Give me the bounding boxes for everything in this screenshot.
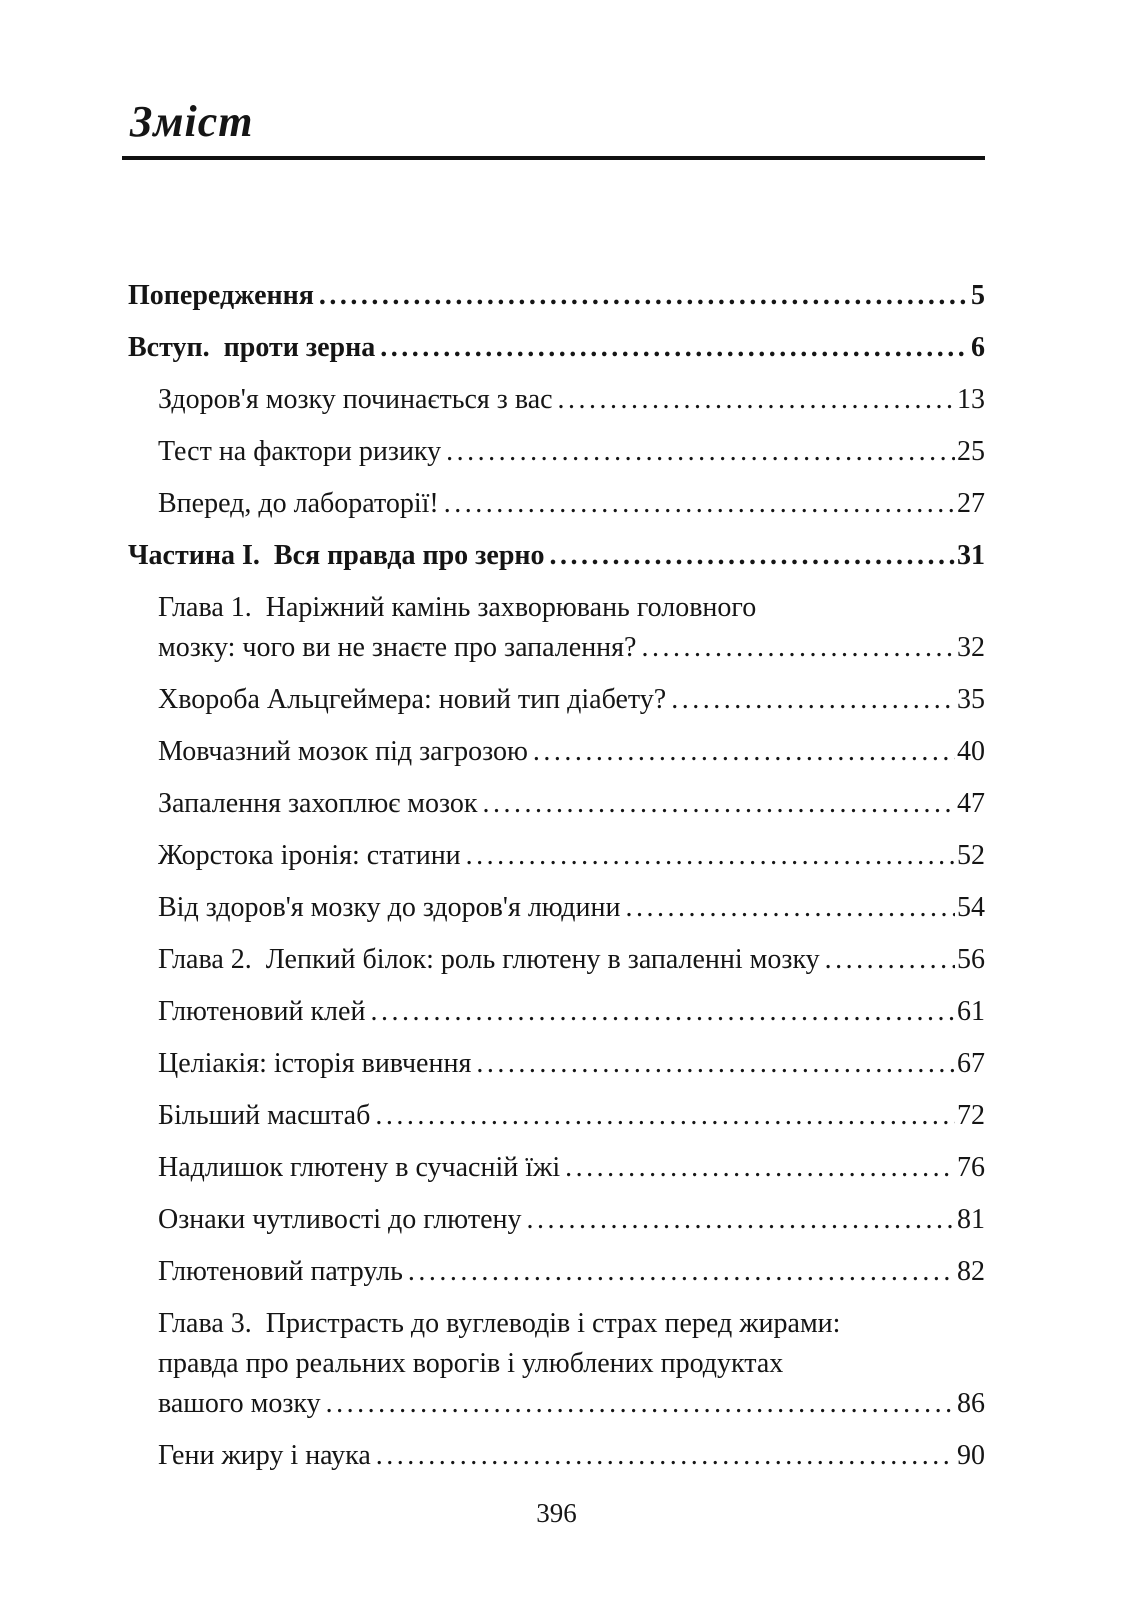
toc-entry [128,536,985,576]
toc-leader-dots [370,992,955,1032]
toc-entry [128,784,985,824]
toc-entry-last-line [158,484,985,524]
toc-entry-last-line [128,328,985,368]
toc-leader-dots [466,836,955,876]
toc-page-number: 72 [957,1100,985,1132]
toc-page-number: 86 [957,1388,985,1420]
toc-entry-line: Глава 3. Пристрасть до вуглеводів і страх перед жирами: [158,1308,841,1340]
toc-entry-last-line [158,432,985,472]
toc-leader-dots [641,628,955,668]
toc-entry-title: Більший масштаб [158,1100,371,1132]
toc-entry-last-line [158,680,985,720]
toc-entry-last-line [158,1436,985,1476]
toc-leader-dots [446,432,955,472]
toc-entry-title: Вступ. проти зерна [128,332,376,364]
toc-entry-last-line [158,380,985,420]
toc-entry-last-line [158,1044,985,1084]
toc-page-number: 5 [971,280,985,312]
toc-entry [128,1148,985,1188]
toc-entry-title: мозку: чого ви не знаєте про запалення? [158,632,637,664]
toc-leader-dots [375,1096,955,1136]
toc-entry [128,836,985,876]
toc-entry-last-line [158,888,985,928]
toc-entry [128,1304,985,1424]
toc-entry-last-line [158,784,985,824]
toc-leader-dots [476,1044,955,1084]
toc-entry [128,1096,985,1136]
toc-entry-title: Запалення захоплює мозок [158,788,478,820]
toc-entry [128,276,985,316]
toc-page-number: 90 [957,1440,985,1472]
toc-entry [128,680,985,720]
toc-page-number: 76 [957,1152,985,1184]
toc-entry-last-line [158,1200,985,1240]
toc-leader-dots [558,380,955,420]
toc-entry [128,940,985,980]
toc-entry-last-line [158,1252,985,1292]
toc-page-number: 13 [957,384,985,416]
toc-leader-dots [825,940,955,980]
toc-leader-dots [444,484,955,524]
toc-entry [128,992,985,1032]
toc-entry [128,588,985,668]
toc-entry-title: Частина I. Вся правда про зерно [128,540,545,572]
toc-entry [128,1044,985,1084]
toc-page-number: 61 [957,996,985,1028]
toc-entry [128,732,985,772]
toc-entry [128,1200,985,1240]
toc-entry-title: Глава 2. Лепкий білок: роль глютену в запаленні мозку [158,944,820,976]
toc-leader-dots [565,1148,955,1188]
toc-page-number: 67 [957,1048,985,1080]
toc-entry-title: Вперед, до лабораторії! [158,488,439,520]
toc-page-number: 32 [957,632,985,664]
toc-page-number: 82 [957,1256,985,1288]
toc-page-number: 6 [971,332,985,364]
toc-list [128,276,985,1476]
toc-page-number: 27 [957,488,985,520]
toc-page-number: 35 [957,684,985,716]
toc-leader-dots [319,276,969,316]
toc-leader-dots [550,536,955,576]
toc-entry-title: Надлишок глютену в сучасній їжі [158,1152,561,1184]
toc-entry-last-line [158,836,985,876]
toc-page-number: 52 [957,840,985,872]
toc-entry [128,1436,985,1476]
toc-entry-last-line [158,1384,985,1424]
toc-entry-line: правда про реальних ворогів і улюблених продуктах [158,1348,784,1380]
title-rule-divider [122,156,985,160]
toc-entry-line: Глава 1. Наріжний камінь захворювань головного [158,592,757,624]
toc-entry-last-line [128,536,985,576]
toc-leader-dots [527,1200,955,1240]
toc-leader-dots [326,1384,955,1424]
toc-page-number: 56 [957,944,985,976]
toc-entry [128,1252,985,1292]
toc-entry [128,484,985,524]
toc-entry-title: Глютеновий клей [158,996,366,1028]
toc-entry-last-line [158,940,985,980]
toc-entry-title: Тест на фактори ризику [158,436,442,468]
toc-page-number: 54 [957,892,985,924]
toc-leader-dots [380,328,969,368]
toc-entry-last-line [158,1096,985,1136]
toc-entry-title: Глютеновий патруль [158,1256,403,1288]
toc-entry [128,888,985,928]
page-footer-number: 396 [536,1498,577,1528]
toc-entry [128,380,985,420]
toc-entry [128,328,985,368]
toc-entry-last-line [158,628,985,668]
toc-entry-title: Ознаки чутливості до глютену [158,1204,522,1236]
toc-leader-dots [533,732,955,772]
toc-page-number: 47 [957,788,985,820]
toc-entry-title: Від здоров'я мозку до здоров'я людини [158,892,621,924]
toc-page-number: 81 [957,1204,985,1236]
toc-entry-title: Жорстока іронія: статини [158,840,461,872]
toc-leader-dots [626,888,956,928]
toc-entry-title: Мовчазний мозок під загрозою [158,736,528,768]
toc-leader-dots [483,784,955,824]
toc-entry-title: вашого мозку [158,1388,321,1420]
toc-page-number: 25 [957,436,985,468]
toc-page-number: 40 [957,736,985,768]
toc-entry-title: Здоров'я мозку починається з вас [158,384,553,416]
toc-entry-last-line [158,992,985,1032]
page-title: Зміст [130,97,254,146]
toc-leader-dots [671,680,955,720]
toc-leader-dots [376,1436,955,1476]
toc-entry-last-line [158,1148,985,1188]
toc-entry-title: Хвороба Альцгеймера: новий тип діабету? [158,684,667,716]
toc-entry [128,432,985,472]
toc-leader-dots [408,1252,955,1292]
toc-entry-title: Целіакія: історія вивчення [158,1048,472,1080]
toc-entry-title: Гени жиру і наука [158,1440,371,1472]
toc-entry-last-line [128,276,985,316]
toc-page-number: 31 [957,540,985,572]
toc-entry-title: Попередження [128,280,314,312]
toc-entry-last-line [158,732,985,772]
